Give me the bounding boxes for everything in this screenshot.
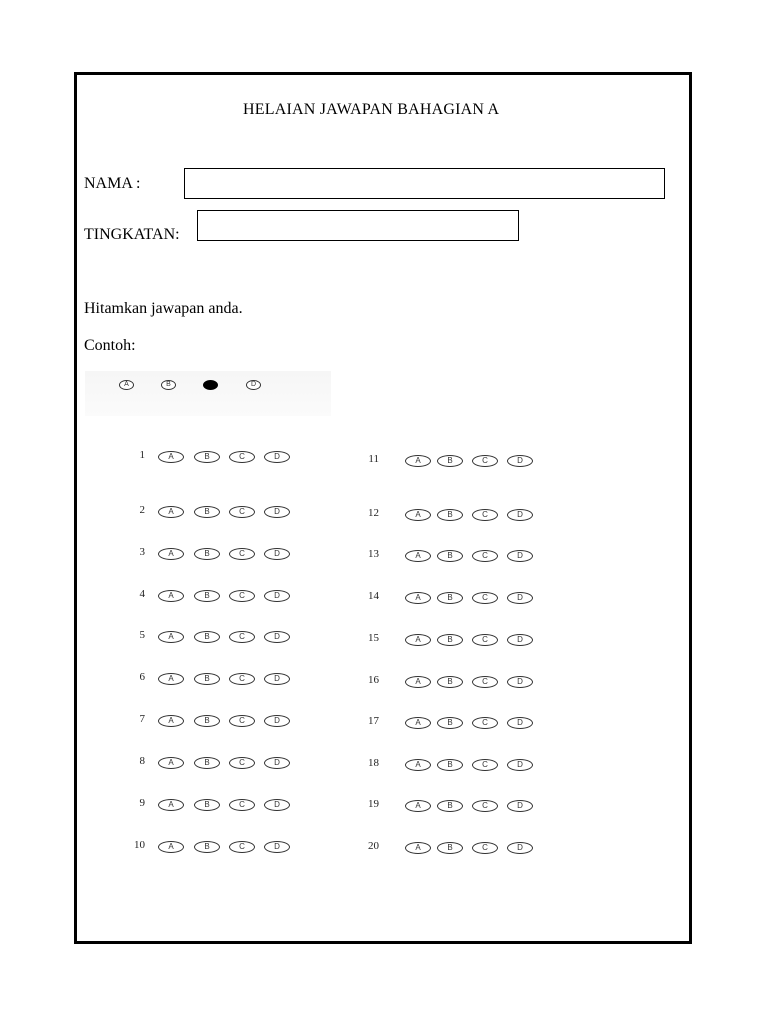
question-number: 17 xyxy=(368,715,379,727)
answer-bubble-b[interactable]: B xyxy=(437,676,463,688)
answer-bubble-c[interactable]: C xyxy=(229,590,255,602)
answer-bubble-a[interactable]: A xyxy=(158,757,184,769)
answer-bubble-c[interactable]: C xyxy=(229,506,255,518)
answer-bubble-c[interactable]: C xyxy=(472,759,498,771)
answer-bubble-c[interactable]: C xyxy=(229,715,255,727)
answer-bubble-d[interactable]: D xyxy=(264,590,290,602)
question-number: 19 xyxy=(368,798,379,810)
question-number: 1 xyxy=(139,449,145,461)
answer-bubble-b[interactable]: B xyxy=(194,631,220,643)
answer-bubble-b[interactable]: B xyxy=(194,799,220,811)
answer-bubble-b[interactable]: B xyxy=(194,841,220,853)
answer-bubble-c[interactable]: C xyxy=(472,842,498,854)
question-number: 4 xyxy=(139,588,145,600)
answer-bubble-d[interactable]: D xyxy=(264,673,290,685)
question-number: 10 xyxy=(134,839,145,851)
answer-bubble-a[interactable]: A xyxy=(405,842,431,854)
answer-bubble-a[interactable]: A xyxy=(405,455,431,467)
question-number: 8 xyxy=(139,755,145,767)
question-number: 18 xyxy=(368,757,379,769)
answer-bubble-c[interactable]: C xyxy=(229,631,255,643)
answer-bubble-d[interactable]: D xyxy=(264,451,290,463)
answer-bubble-a[interactable]: A xyxy=(158,631,184,643)
question-number: 16 xyxy=(368,674,379,686)
answer-bubble-c[interactable]: C xyxy=(472,592,498,604)
answer-bubble-c[interactable]: C xyxy=(229,451,255,463)
page-title: HELAIAN JAWAPAN BAHAGIAN A xyxy=(243,101,500,118)
answer-bubble-b[interactable]: B xyxy=(437,842,463,854)
answer-bubble-b[interactable]: B xyxy=(437,455,463,467)
question-number: 6 xyxy=(139,671,145,683)
question-number: 9 xyxy=(139,797,145,809)
answer-bubble-a[interactable]: A xyxy=(158,715,184,727)
name-label: NAMA : xyxy=(84,175,141,192)
example-bubble-filled xyxy=(203,380,218,390)
answer-bubble-c[interactable]: C xyxy=(229,548,255,560)
answer-bubble-a[interactable]: A xyxy=(405,759,431,771)
example-label: Contoh: xyxy=(84,337,136,354)
question-number: 11 xyxy=(368,453,379,465)
answer-bubble-b[interactable]: B xyxy=(194,451,220,463)
question-number: 2 xyxy=(139,504,145,516)
answer-bubble-c[interactable]: C xyxy=(472,717,498,729)
answer-bubble-d[interactable]: D xyxy=(507,455,533,467)
question-number: 5 xyxy=(139,629,145,641)
answer-bubble-d[interactable]: D xyxy=(507,509,533,521)
answer-bubble-b[interactable]: B xyxy=(194,548,220,560)
answer-bubble-d[interactable]: D xyxy=(264,506,290,518)
answer-bubble-c[interactable]: C xyxy=(229,673,255,685)
example-bubble-b: B xyxy=(161,380,176,390)
answer-bubble-d[interactable]: D xyxy=(264,841,290,853)
answer-bubble-d[interactable]: D xyxy=(264,799,290,811)
answer-bubble-a[interactable]: A xyxy=(405,676,431,688)
answer-bubble-c[interactable]: C xyxy=(229,841,255,853)
answer-bubble-a[interactable]: A xyxy=(405,509,431,521)
answer-bubble-a[interactable]: A xyxy=(158,451,184,463)
question-number: 12 xyxy=(368,507,379,519)
class-label: TINGKATAN: xyxy=(84,226,180,243)
answer-bubble-a[interactable]: A xyxy=(405,634,431,646)
question-number: 20 xyxy=(368,840,379,852)
answer-bubble-c[interactable]: C xyxy=(229,799,255,811)
answer-bubble-d[interactable]: D xyxy=(507,717,533,729)
answer-bubble-a[interactable]: A xyxy=(405,550,431,562)
answer-bubble-a[interactable]: A xyxy=(158,673,184,685)
answer-bubble-b[interactable]: B xyxy=(437,509,463,521)
answer-bubble-d[interactable]: D xyxy=(507,550,533,562)
answer-bubble-b[interactable]: B xyxy=(437,759,463,771)
answer-bubble-d[interactable]: D xyxy=(507,759,533,771)
answer-bubble-b[interactable]: B xyxy=(437,717,463,729)
answer-bubble-b[interactable]: B xyxy=(437,592,463,604)
answer-bubble-d[interactable]: D xyxy=(507,800,533,812)
answer-bubble-b[interactable]: B xyxy=(437,634,463,646)
answer-bubble-c[interactable]: C xyxy=(472,455,498,467)
answer-bubble-b[interactable]: B xyxy=(194,590,220,602)
answer-bubble-c[interactable]: C xyxy=(472,676,498,688)
question-number: 14 xyxy=(368,590,379,602)
answer-bubble-b[interactable]: B xyxy=(194,506,220,518)
answer-bubble-c[interactable]: C xyxy=(472,800,498,812)
instruction-text: Hitamkan jawapan anda. xyxy=(84,300,243,317)
answer-bubble-a[interactable]: A xyxy=(158,506,184,518)
answer-bubble-d[interactable]: D xyxy=(507,842,533,854)
answer-bubble-b[interactable]: B xyxy=(194,757,220,769)
answer-bubble-a[interactable]: A xyxy=(405,592,431,604)
answer-bubble-a[interactable]: A xyxy=(158,841,184,853)
answer-bubble-a[interactable]: A xyxy=(158,548,184,560)
example-strip xyxy=(85,371,331,416)
answer-bubble-a[interactable]: A xyxy=(405,717,431,729)
answer-bubble-c[interactable]: C xyxy=(472,550,498,562)
name-field[interactable] xyxy=(184,168,665,199)
answer-bubble-b[interactable]: B xyxy=(194,673,220,685)
answer-bubble-c[interactable]: C xyxy=(229,757,255,769)
answer-bubble-d[interactable]: D xyxy=(264,757,290,769)
question-number: 15 xyxy=(368,632,379,644)
answer-bubble-a[interactable]: A xyxy=(158,590,184,602)
answer-bubble-d[interactable]: D xyxy=(264,548,290,560)
answer-bubble-c[interactable]: C xyxy=(472,509,498,521)
answer-bubble-c[interactable]: C xyxy=(472,634,498,646)
answer-bubble-b[interactable]: B xyxy=(194,715,220,727)
example-bubble-d: D xyxy=(246,380,261,390)
answer-bubble-a[interactable]: A xyxy=(158,799,184,811)
class-field[interactable] xyxy=(197,210,519,241)
answer-bubble-d[interactable]: D xyxy=(264,715,290,727)
question-number: 13 xyxy=(368,548,379,560)
answer-bubble-d[interactable]: D xyxy=(507,634,533,646)
question-number: 3 xyxy=(139,546,145,558)
question-number: 7 xyxy=(139,713,145,725)
answer-bubble-b[interactable]: B xyxy=(437,800,463,812)
answer-bubble-d[interactable]: D xyxy=(264,631,290,643)
answer-bubble-d[interactable]: D xyxy=(507,592,533,604)
answer-bubble-a[interactable]: A xyxy=(405,800,431,812)
answer-bubble-d[interactable]: D xyxy=(507,676,533,688)
answer-bubble-b[interactable]: B xyxy=(437,550,463,562)
example-bubble-a: A xyxy=(119,380,134,390)
